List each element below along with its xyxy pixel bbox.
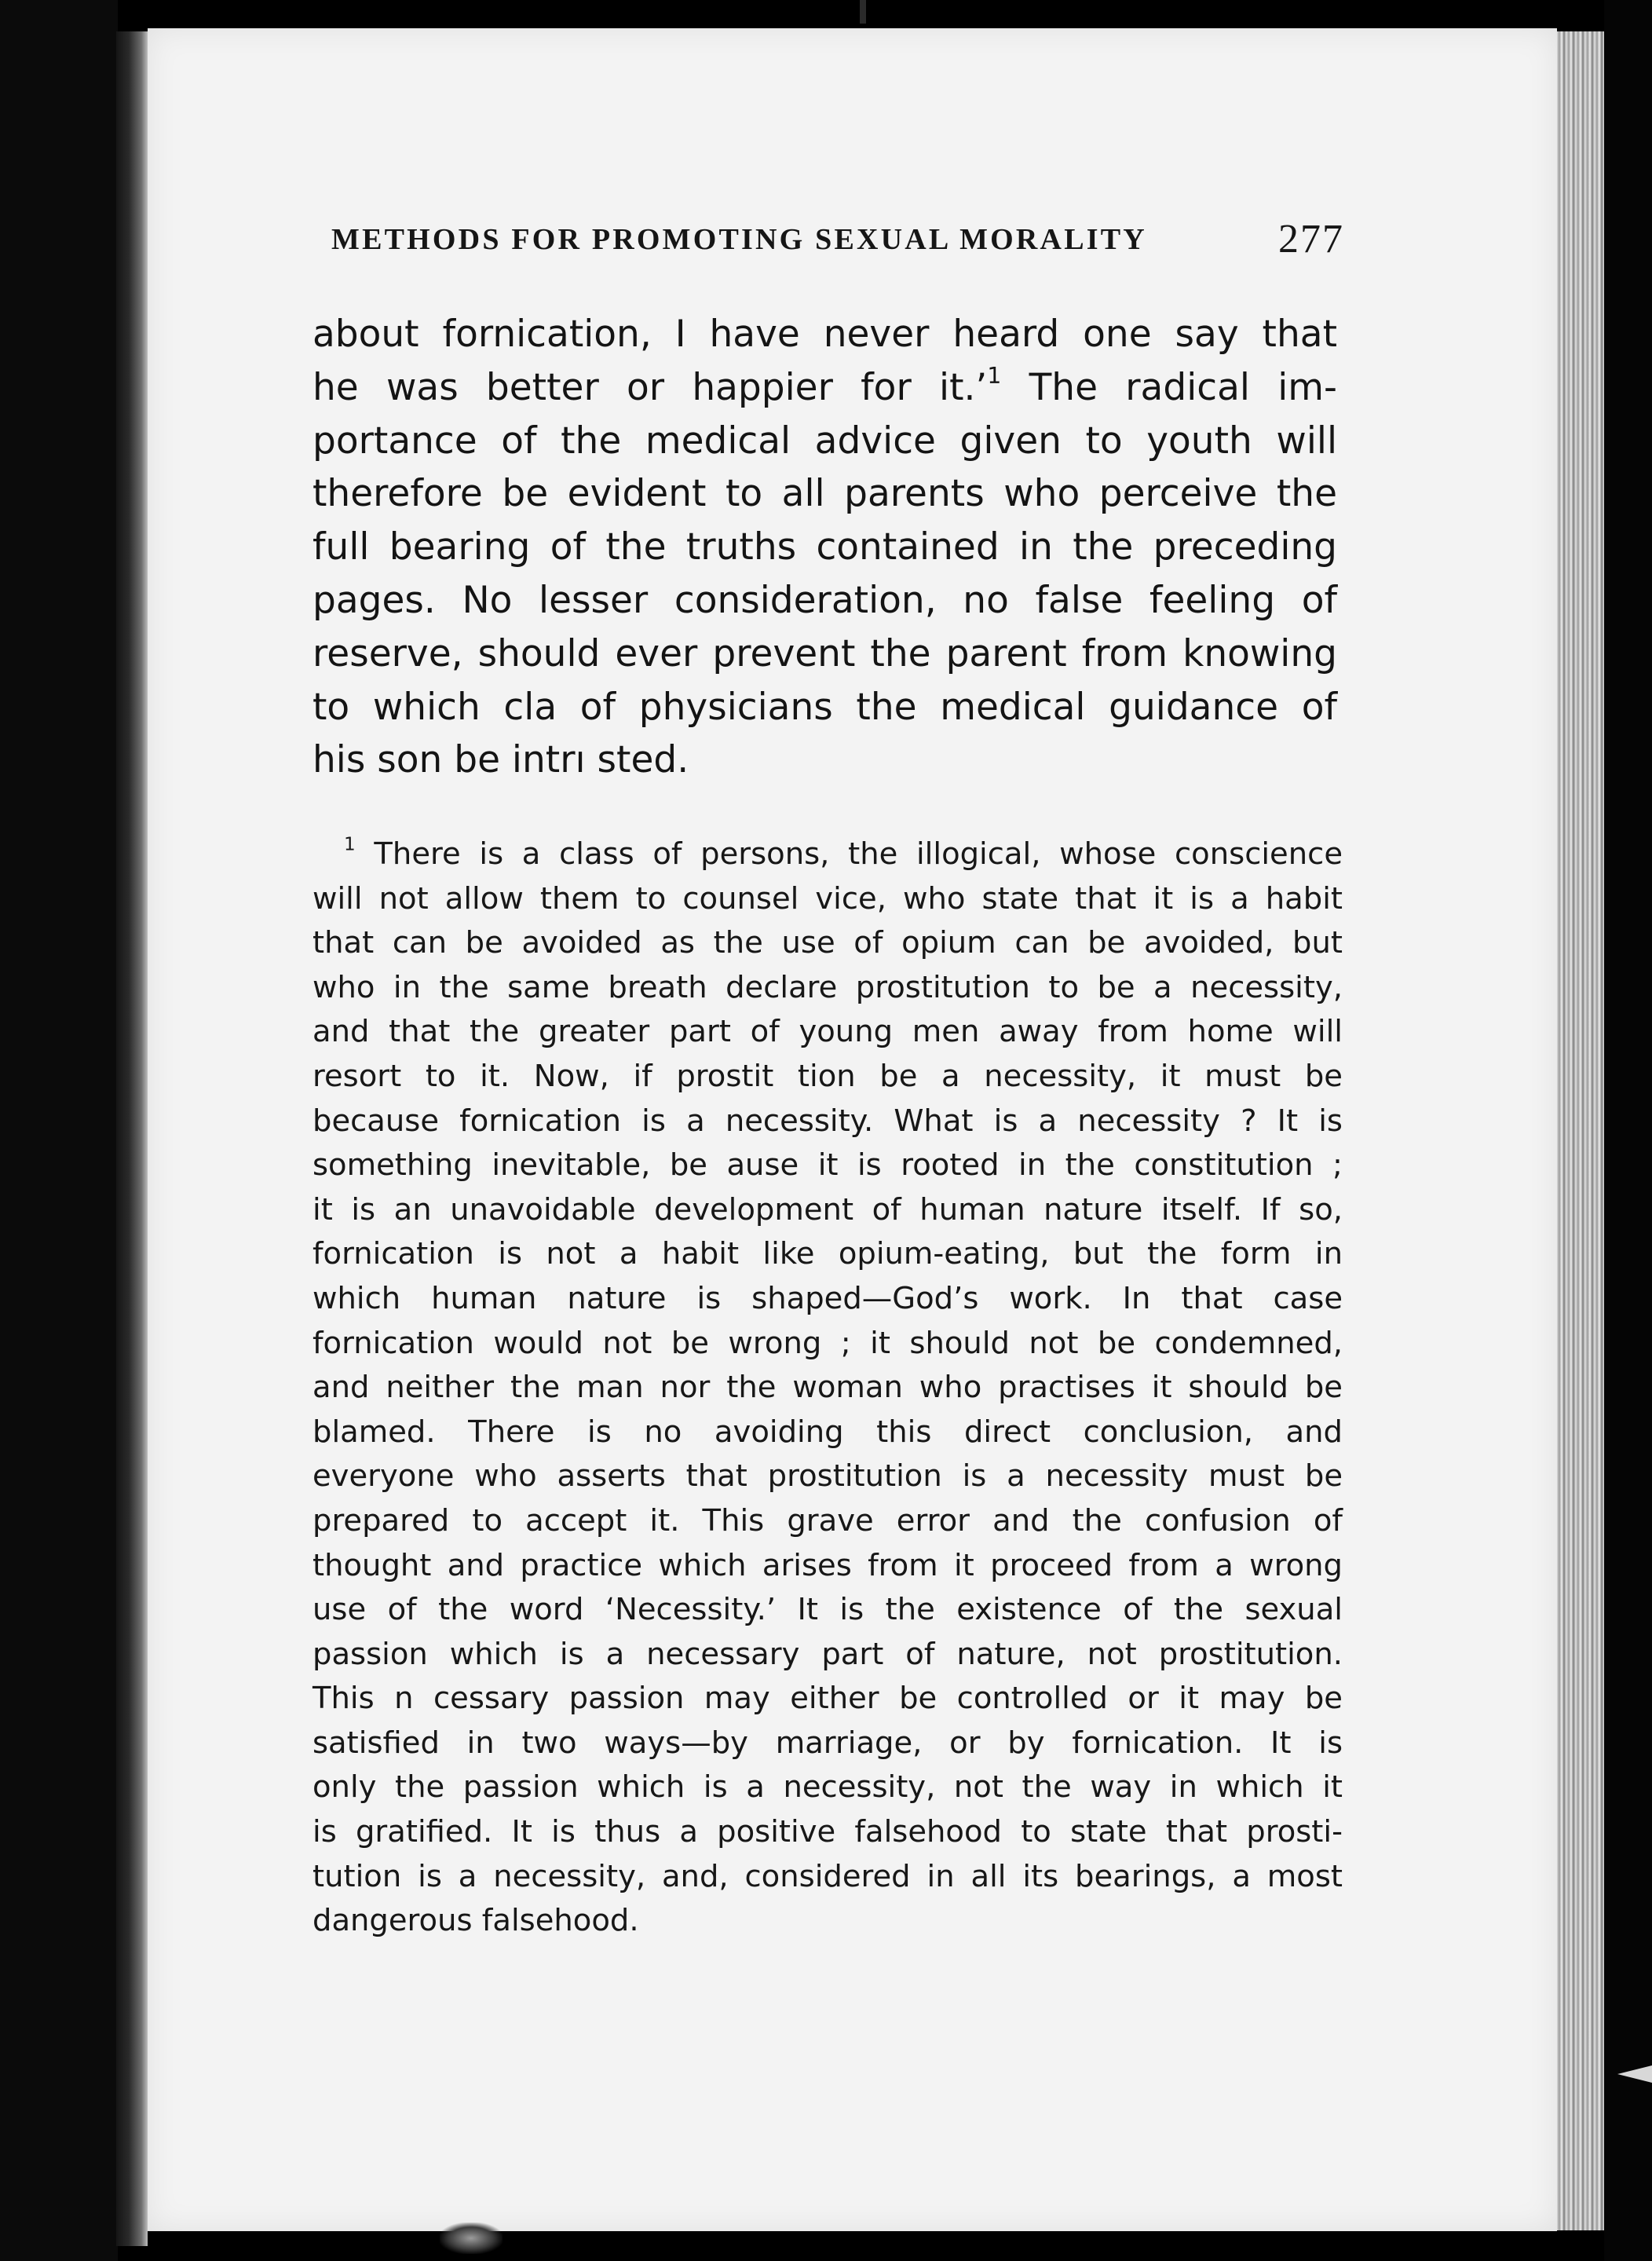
- footnote-line: tution is a necessity, and, considered in all its bearings, a most: [312, 1858, 1343, 1894]
- footnote-line: blamed. There is no avoiding this direct conclusion, and: [312, 1414, 1343, 1450]
- scan-artifact: [440, 2223, 503, 2254]
- body-line: pages. No lesser consideration, no false feeling of: [312, 578, 1337, 622]
- page-edge-stack: [1557, 31, 1604, 2230]
- body-line: his son be intrı sted.: [312, 738, 689, 782]
- footnote-line: which human nature is shaped—God’s work. In that case: [312, 1280, 1343, 1316]
- scan-border: [1604, 0, 1652, 2261]
- footnote-line: because fornication is a necessity. What is a necessity ? It is: [312, 1103, 1343, 1139]
- body-line: he was better or happier for it.’$^1$ The radical im-: [312, 362, 1338, 409]
- footnote-line: thought and practice which arises from it proceed from a wrong: [312, 1547, 1343, 1583]
- footnote-line: is gratified. It is thus a positive falsehood to state that prosti-: [312, 1814, 1343, 1850]
- footnote-line: will not allow them to counsel vice, who state that it is a habit: [312, 880, 1343, 916]
- footnote-line: and that the greater part of young men away from home will: [312, 1014, 1343, 1050]
- footnote-line: it is an unavoidable development of human nature itself. If so,: [312, 1191, 1343, 1227]
- footnote-line: who in the same breath declare prostitution to be a necessity,: [312, 969, 1343, 1005]
- running-title: METHODS FOR PROMOTING SEXUAL MORALITY: [331, 223, 1147, 256]
- footnote-line: fornication would not be wrong ; it should not be condemned,: [312, 1325, 1343, 1361]
- footnote-line: passion which is a necessary part of nature, not prostitution.: [312, 1636, 1343, 1672]
- binding-gutter: [0, 0, 118, 2261]
- body-line: about fornication, I have never heard one say that: [312, 313, 1337, 356]
- body-line: full bearing of the truths contained in the preceding: [312, 525, 1337, 569]
- scan-artifact: [860, 0, 866, 24]
- running-header: [331, 216, 1344, 271]
- footnote-line: and neither the man nor the woman who practises it should be: [312, 1370, 1343, 1406]
- main-paragraph: [312, 308, 1337, 787]
- footnote-line: satisfied in two ways—by marriage, or by fornication. It is: [312, 1725, 1343, 1761]
- body-line: therefore be evident to all parents who perceive the: [312, 472, 1337, 516]
- footnote-line: fornication is not a habit like opium-eating, but the form in: [312, 1236, 1343, 1272]
- footnote-line: something inevitable, be ause it is rooted in the constitution ;: [312, 1147, 1343, 1184]
- footnote-line: use of the word ‘Necessity.’ It is the existence of the sexual: [312, 1592, 1343, 1628]
- footnote-line: $^1$ There is a class of persons, the illogical, whose conscience: [344, 834, 1343, 872]
- body-line: reserve, should ever prevent the parent from knowing: [312, 631, 1337, 675]
- binding-shadow: [116, 31, 148, 2246]
- footnote-marker: 1: [344, 834, 356, 855]
- footnote: [312, 832, 1343, 1944]
- footnote-reference: 1: [987, 362, 1002, 389]
- footnote-line: only the passion which is a necessity, not the way in which it: [312, 1769, 1343, 1806]
- footnote-line: This n cessary passion may either be controlled or it may be: [312, 1681, 1343, 1717]
- footnote-line: dangerous falsehood.: [312, 1903, 639, 1939]
- body-line: portance of the medical advice given to youth will: [312, 419, 1337, 463]
- footnote-line: prepared to accept it. This grave error and the confusion of: [312, 1502, 1343, 1538]
- footnote-line: resort to it. Now, if prostit tion be a necessity, it must be: [312, 1058, 1343, 1094]
- page-number: 277: [1278, 217, 1344, 262]
- footnote-line: everyone who asserts that prostitution is a necessity must be: [312, 1458, 1343, 1495]
- body-line: to which cla of physicians the medical guidance of: [312, 685, 1337, 729]
- footnote-line: that can be avoided as the use of opium can be avoided, but: [312, 925, 1343, 961]
